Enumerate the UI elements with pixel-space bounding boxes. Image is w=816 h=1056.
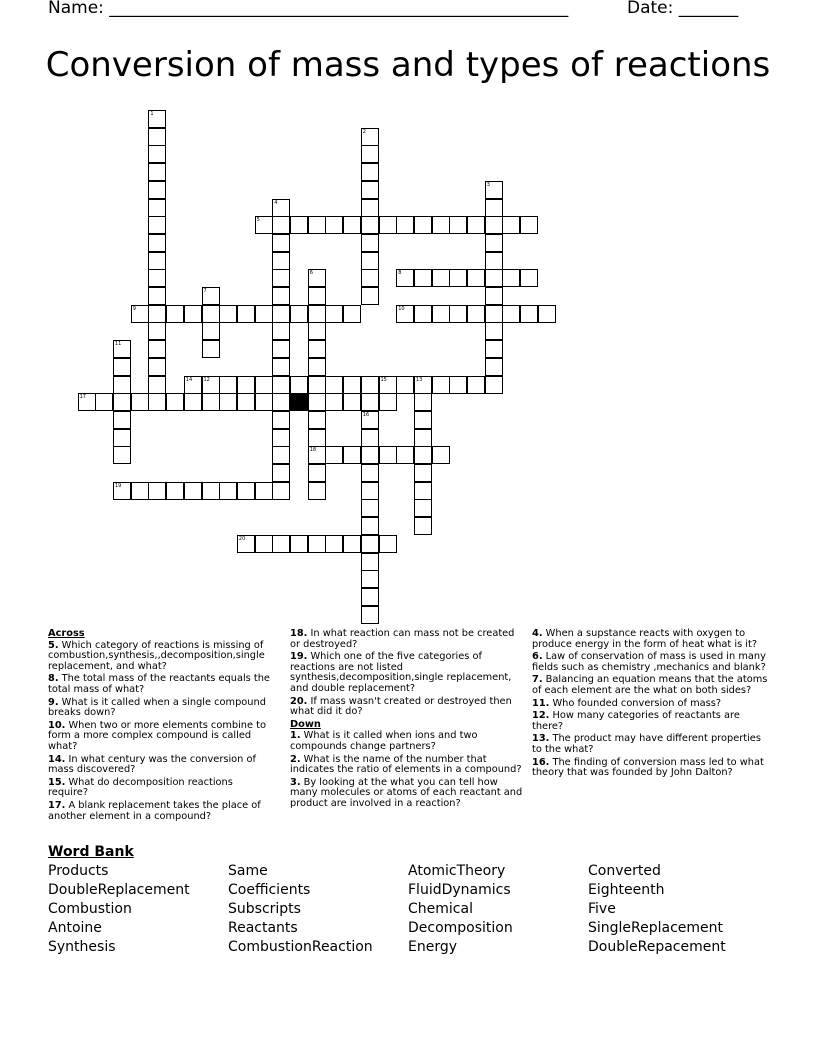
- crossword-cell[interactable]: [361, 429, 379, 447]
- crossword-cell[interactable]: [308, 376, 326, 394]
- crossword-cell[interactable]: [272, 305, 290, 323]
- crossword-cell[interactable]: [272, 199, 290, 217]
- crossword-cell[interactable]: [78, 393, 96, 411]
- crossword-cell[interactable]: [113, 376, 131, 394]
- crossword-cell[interactable]: [166, 305, 184, 323]
- clue-number: 1: [150, 111, 154, 117]
- crossword-cell[interactable]: [113, 411, 131, 429]
- crossword-cell[interactable]: [343, 376, 361, 394]
- crossword-cell[interactable]: [414, 393, 432, 411]
- clue-number: 16: [362, 411, 370, 418]
- crossword-cell[interactable]: [219, 393, 237, 411]
- word-bank-item: FluidDynamics: [408, 882, 511, 898]
- crossword-cell[interactable]: [485, 181, 503, 199]
- word-bank-item: Reactants: [228, 920, 298, 936]
- clue-down-6: 6. Law of conservation of mass is used in many fields such as chemistry ,mechanics and blank?: [532, 651, 766, 673]
- crossword-cell[interactable]: [272, 358, 290, 376]
- crossword-cell[interactable]: [467, 376, 485, 394]
- word-bank-item: Subscripts: [228, 901, 301, 917]
- crossword-cell[interactable]: [202, 482, 220, 500]
- clue-number: 19: [115, 482, 122, 489]
- crossword-cell[interactable]: [131, 393, 149, 411]
- crossword-cell[interactable]: [361, 393, 379, 411]
- crossword-cell[interactable]: [432, 305, 450, 323]
- crossword-cell[interactable]: [414, 517, 432, 535]
- clue-number: 15: [380, 376, 387, 383]
- crossword-cell[interactable]: [485, 376, 503, 394]
- crossword-cell[interactable]: [219, 305, 237, 323]
- crossword-cell[interactable]: [343, 305, 361, 323]
- crossword-cell[interactable]: [272, 464, 290, 482]
- crossword-cell[interactable]: [343, 446, 361, 464]
- clues-column-2: [290, 629, 526, 812]
- crossword-cell[interactable]: [272, 252, 290, 270]
- crossword-cell[interactable]: [166, 482, 184, 500]
- crossword-cell[interactable]: [184, 376, 202, 394]
- clue-number: 12: [203, 376, 210, 383]
- crossword-cell[interactable]: [520, 305, 538, 323]
- crossword-cell[interactable]: [184, 305, 202, 323]
- crossword-cell[interactable]: [361, 269, 379, 287]
- clue-number: 18: [309, 447, 317, 454]
- crossword-cell[interactable]: [414, 499, 432, 517]
- clue-across-14: 14. In what century was the conversion of mass discovered?: [48, 753, 256, 776]
- crossword-cell[interactable]: [396, 376, 414, 394]
- crossword-cell[interactable]: [148, 393, 166, 411]
- crossword-cell[interactable]: [148, 269, 166, 287]
- crossword-cell[interactable]: [396, 446, 414, 464]
- crossword-cell[interactable]: [219, 482, 237, 500]
- crossword-cell[interactable]: [343, 535, 361, 553]
- word-bank-item: Five: [588, 901, 616, 917]
- crossword-cell[interactable]: [379, 535, 397, 553]
- crossword-cell[interactable]: [396, 269, 414, 287]
- crossword-cell[interactable]: [237, 376, 255, 394]
- crossword-cell[interactable]: [325, 535, 343, 553]
- crossword-cell[interactable]: [290, 376, 308, 394]
- crossword-cell[interactable]: [485, 305, 503, 323]
- clue-number: 9: [132, 305, 136, 312]
- crossword-cell[interactable]: [449, 376, 467, 394]
- crossword-cell[interactable]: [255, 535, 273, 553]
- crossword-cell[interactable]: [361, 287, 379, 305]
- clue-number: 6: [309, 270, 313, 277]
- crossword-cell[interactable]: [432, 216, 450, 234]
- crossword-cell[interactable]: [308, 269, 326, 287]
- clue-number: 7: [203, 288, 207, 294]
- crossword-cell[interactable]: [202, 393, 220, 411]
- name-line: Name: ______________________________________________________: [48, 0, 569, 18]
- clue-across-18: 18. In what reaction can mass not be created or destroyed?: [290, 628, 515, 650]
- crossword-cell[interactable]: [308, 535, 326, 553]
- date-line: Date: _______: [627, 0, 739, 18]
- crossword-cell[interactable]: [148, 128, 166, 146]
- crossword-cell[interactable]: [485, 340, 503, 358]
- crossword-cell[interactable]: [485, 269, 503, 287]
- crossword-cell[interactable]: [361, 553, 379, 571]
- crossword-cell[interactable]: [148, 322, 166, 340]
- crossword-cell[interactable]: [485, 287, 503, 305]
- crossword-cell[interactable]: [202, 287, 220, 305]
- crossword-cell[interactable]: [148, 340, 166, 358]
- word-bank-item: SingleReplacement: [588, 920, 724, 936]
- clue-number: 13: [415, 376, 423, 383]
- crossword-cell[interactable]: [361, 252, 379, 270]
- word-bank-item: CombustionReaction: [228, 939, 373, 955]
- crossword-cell[interactable]: [414, 269, 432, 287]
- clue-number: 8: [398, 270, 402, 277]
- clue-down-7: 7. Balancing an equation means that the atoms of each element are the what on both sides?: [532, 674, 768, 696]
- crossword-cell[interactable]: [308, 446, 326, 464]
- crossword-cell[interactable]: [148, 234, 166, 252]
- crossword-cell[interactable]: [379, 393, 397, 411]
- crossword-cell[interactable]: [414, 446, 432, 464]
- crossword-cell[interactable]: [272, 393, 290, 411]
- crossword-cell[interactable]: [113, 393, 131, 411]
- crossword-cell[interactable]: [467, 269, 485, 287]
- word-bank-item: Synthesis: [48, 939, 116, 955]
- crossword-cell[interactable]: [361, 145, 379, 163]
- clue-number: 4: [274, 199, 278, 206]
- crossword-cell[interactable]: [361, 570, 379, 588]
- crossword-cell[interactable]: [308, 358, 326, 376]
- clue-down-2: 2. What is the name of the number that indicates the ratio of elements in a compound?: [290, 753, 522, 776]
- clue-across-20: 20. If mass wasn't created or destroyed then what did it do?: [290, 695, 512, 718]
- word-bank-item: Converted: [588, 863, 661, 879]
- crossword-cell[interactable]: [485, 234, 503, 252]
- crossword-cell[interactable]: [272, 535, 290, 553]
- word-bank-item: Chemical: [408, 901, 473, 917]
- crossword-cell[interactable]: [325, 216, 343, 234]
- crossword-cell[interactable]: [502, 216, 520, 234]
- clue-across-19: 19. Which one of the five categories of reactions are not listed synthesis,decomposition,single replacement, and double replacement?: [290, 651, 512, 694]
- crossword-cell[interactable]: [414, 216, 432, 234]
- crossword-cell[interactable]: [290, 305, 308, 323]
- crossword-cell[interactable]: [361, 446, 379, 464]
- crossword-cell[interactable]: [202, 340, 220, 358]
- crossword-cell[interactable]: [308, 216, 326, 234]
- crossword-cell[interactable]: [361, 606, 379, 624]
- crossword-cell[interactable]: [148, 358, 166, 376]
- crossword-cell[interactable]: [131, 305, 149, 323]
- clue-across-9: 9. What is it called when a single compound breaks down?: [48, 696, 266, 719]
- crossword-cell[interactable]: [272, 234, 290, 252]
- crossword-cell[interactable]: [255, 376, 273, 394]
- crossword-cell[interactable]: [308, 429, 326, 447]
- crossword-cell[interactable]: [308, 411, 326, 429]
- crossword-cell[interactable]: [148, 181, 166, 199]
- crossword-cell[interactable]: [361, 411, 379, 429]
- crossword-cell[interactable]: [272, 269, 290, 287]
- crossword-cell[interactable]: [361, 163, 379, 181]
- crossword-cell[interactable]: [308, 322, 326, 340]
- crossword-cell[interactable]: [272, 429, 290, 447]
- clue-number: 3: [486, 181, 490, 188]
- clue-down-3: 3. By looking at the what you can tell how many molecules or atoms of each reactant and product are involved in a reaction?: [290, 776, 523, 809]
- crossword-cell[interactable]: [432, 446, 450, 464]
- down-heading: Down: [290, 718, 321, 730]
- crossword-cell[interactable]: [237, 393, 255, 411]
- crossword-cell[interactable]: [361, 128, 379, 146]
- clue-number: 2: [362, 128, 366, 135]
- crossword-cell[interactable]: [272, 482, 290, 500]
- word-bank-item: Combustion: [48, 901, 132, 917]
- crossword-cell[interactable]: [237, 535, 255, 553]
- crossword-cell[interactable]: [361, 464, 379, 482]
- crossword-cell[interactable]: [361, 181, 379, 199]
- crossword-cell[interactable]: [432, 376, 450, 394]
- crossword-cell[interactable]: [361, 482, 379, 500]
- clue-number: 11: [115, 341, 122, 348]
- crossword-cell[interactable]: [467, 305, 485, 323]
- crossword-cell[interactable]: [202, 305, 220, 323]
- crossword-cell[interactable]: [131, 482, 149, 500]
- crossword-cell[interactable]: [449, 269, 467, 287]
- crossword-cell[interactable]: [219, 376, 237, 394]
- crossword-cell[interactable]: [414, 464, 432, 482]
- crossword-cell[interactable]: [113, 358, 131, 376]
- crossword-cell[interactable]: [148, 252, 166, 270]
- crossword-cell[interactable]: [343, 393, 361, 411]
- crossword-cell[interactable]: [449, 216, 467, 234]
- crossword-cell[interactable]: [361, 535, 379, 553]
- crossword-cell[interactable]: [502, 305, 520, 323]
- crossword-cell[interactable]: [237, 482, 255, 500]
- clue-across-8: 8. The total mass of the reactants equals the total mass of what?: [48, 673, 270, 695]
- crossword-cell[interactable]: [485, 358, 503, 376]
- clue-down-12: 12. How many categories of reactants are there?: [532, 710, 740, 732]
- crossword-cell[interactable]: [202, 322, 220, 340]
- crossword-cell[interactable]: [166, 393, 184, 411]
- crossword-cell[interactable]: [272, 340, 290, 358]
- crossword-cell[interactable]: [414, 305, 432, 323]
- clue-number: 10: [398, 305, 405, 312]
- crossword-cell[interactable]: [308, 305, 326, 323]
- clue-number: 14: [185, 376, 193, 383]
- crossword-cell[interactable]: [308, 464, 326, 482]
- crossword-cell[interactable]: [396, 305, 414, 323]
- word-bank-item: Coefficients: [228, 882, 311, 898]
- crossword-cell[interactable]: [414, 411, 432, 429]
- crossword-cell[interactable]: [148, 163, 166, 181]
- crossword-cell[interactable]: [255, 216, 273, 234]
- crossword-cell[interactable]: [485, 322, 503, 340]
- crossword-cell[interactable]: [148, 287, 166, 305]
- crossword-cell[interactable]: [485, 199, 503, 217]
- clue-across-5: 5. Which category of reactions is missing of combustion,synthesis,,decomposition,single replacement, and what?: [48, 639, 265, 672]
- crossword-cell[interactable]: [361, 199, 379, 217]
- clues-column-3: [532, 629, 768, 781]
- crossword-cell[interactable]: [272, 376, 290, 394]
- crossword-cell[interactable]: [379, 216, 397, 234]
- word-bank-item: Products: [48, 863, 109, 879]
- crossword-cell[interactable]: [520, 216, 538, 234]
- word-bank-title: Word Bank: [48, 844, 134, 860]
- crossword-cell[interactable]: [308, 340, 326, 358]
- crossword-cell[interactable]: [237, 305, 255, 323]
- word-bank-item: Energy: [408, 939, 458, 955]
- clue-down-4: 4. When a supstance reacts with oxygen to produce energy in the form of heat what is it?: [532, 628, 758, 650]
- crossword-cell[interactable]: [325, 376, 343, 394]
- crossword-cell[interactable]: [361, 517, 379, 535]
- crossword-cell[interactable]: [255, 482, 273, 500]
- crossword-cell[interactable]: [361, 588, 379, 606]
- crossword-cell[interactable]: [113, 429, 131, 447]
- crossword-cell[interactable]: [449, 305, 467, 323]
- crossword-cell[interactable]: [379, 376, 397, 394]
- crossword-cell[interactable]: [502, 269, 520, 287]
- crossword-cell[interactable]: [308, 287, 326, 305]
- crossword-cell[interactable]: [113, 446, 131, 464]
- clue-down-13: 13. The product may have different properties to the what?: [532, 733, 761, 755]
- crossword-cell[interactable]: [272, 216, 290, 234]
- crossword-cell[interactable]: [432, 269, 450, 287]
- clue-down-1: 1. What is it called when ions and two compounds change partners?: [290, 730, 478, 752]
- crossword-cell[interactable]: [379, 446, 397, 464]
- word-bank-item: Antoine: [48, 920, 102, 936]
- crossword-cell[interactable]: [148, 199, 166, 217]
- crossword-cell[interactable]: [325, 305, 343, 323]
- crossword-cell[interactable]: [272, 322, 290, 340]
- crossword-cell[interactable]: [308, 393, 326, 411]
- crossword-cell[interactable]: [113, 340, 131, 358]
- crossword-cell[interactable]: [467, 216, 485, 234]
- crossword-cell[interactable]: [290, 535, 308, 553]
- crossword-cell[interactable]: [520, 269, 538, 287]
- crossword-cell[interactable]: [202, 376, 220, 394]
- crossword-cell[interactable]: [414, 482, 432, 500]
- crossword-cell[interactable]: [95, 393, 113, 411]
- crossword-cell[interactable]: [184, 393, 202, 411]
- crossword-cell[interactable]: [184, 482, 202, 500]
- crossword-cell[interactable]: [361, 499, 379, 517]
- crossword-cell[interactable]: [148, 145, 166, 163]
- crossword-cell[interactable]: [325, 393, 343, 411]
- crossword-cell[interactable]: [272, 411, 290, 429]
- crossword-cell[interactable]: [343, 216, 361, 234]
- across-heading: Across: [48, 628, 85, 639]
- page-title: Conversion of mass and types of reactions: [45, 45, 771, 85]
- crossword-cell[interactable]: [361, 234, 379, 252]
- crossword-cell[interactable]: [414, 429, 432, 447]
- crossword-cell[interactable]: [272, 287, 290, 305]
- black-square: [290, 393, 308, 411]
- crossword-cell[interactable]: [148, 376, 166, 394]
- crossword-cell[interactable]: [255, 305, 273, 323]
- crossword-cell[interactable]: [485, 216, 503, 234]
- clue-number: 20: [238, 535, 246, 542]
- clue-across-10: 10. When two or more elements combine to form a more complex compound is called what?: [48, 719, 266, 752]
- word-bank-item: DoubleReplacement: [48, 882, 190, 898]
- crossword-cell[interactable]: [148, 110, 166, 128]
- crossword-cell[interactable]: [272, 446, 290, 464]
- word-bank-item: Same: [228, 863, 268, 879]
- crossword-cell[interactable]: [361, 376, 379, 394]
- clue-number: 5: [256, 217, 260, 224]
- word-bank-item: Decomposition: [408, 920, 513, 936]
- crossword-cell[interactable]: [148, 216, 166, 234]
- clues-column-1: [48, 629, 274, 824]
- word-bank-item: AtomicTheory: [408, 863, 506, 879]
- crossword-cell[interactable]: [148, 482, 166, 500]
- clue-across-15: 15. What do decomposition reactions require?: [48, 776, 233, 799]
- crossword-cell[interactable]: [485, 252, 503, 270]
- crossword-cell[interactable]: [148, 305, 166, 323]
- clue-down-16: 16. The finding of conversion mass led to what theory that was founded by John Dalton?: [532, 756, 764, 779]
- word-bank-item: Eighteenth: [588, 882, 665, 898]
- crossword-cell[interactable]: [414, 376, 432, 394]
- word-bank-item: DoubleRepacement: [588, 939, 726, 955]
- clue-number: 17: [79, 394, 86, 401]
- clue-down-11: 11. Who founded conversion of mass?: [532, 697, 722, 709]
- crossword-cell[interactable]: [308, 482, 326, 500]
- crossword-cell[interactable]: [325, 446, 343, 464]
- crossword-cell[interactable]: [396, 216, 414, 234]
- crossword-cell[interactable]: [290, 216, 308, 234]
- crossword-cell[interactable]: [538, 305, 556, 323]
- crossword-cell[interactable]: [361, 216, 379, 234]
- crossword-cell[interactable]: [113, 482, 131, 500]
- crossword-cell[interactable]: [255, 393, 273, 411]
- clue-across-17: 17. A blank replacement takes the place of another element in a compound?: [48, 799, 261, 822]
